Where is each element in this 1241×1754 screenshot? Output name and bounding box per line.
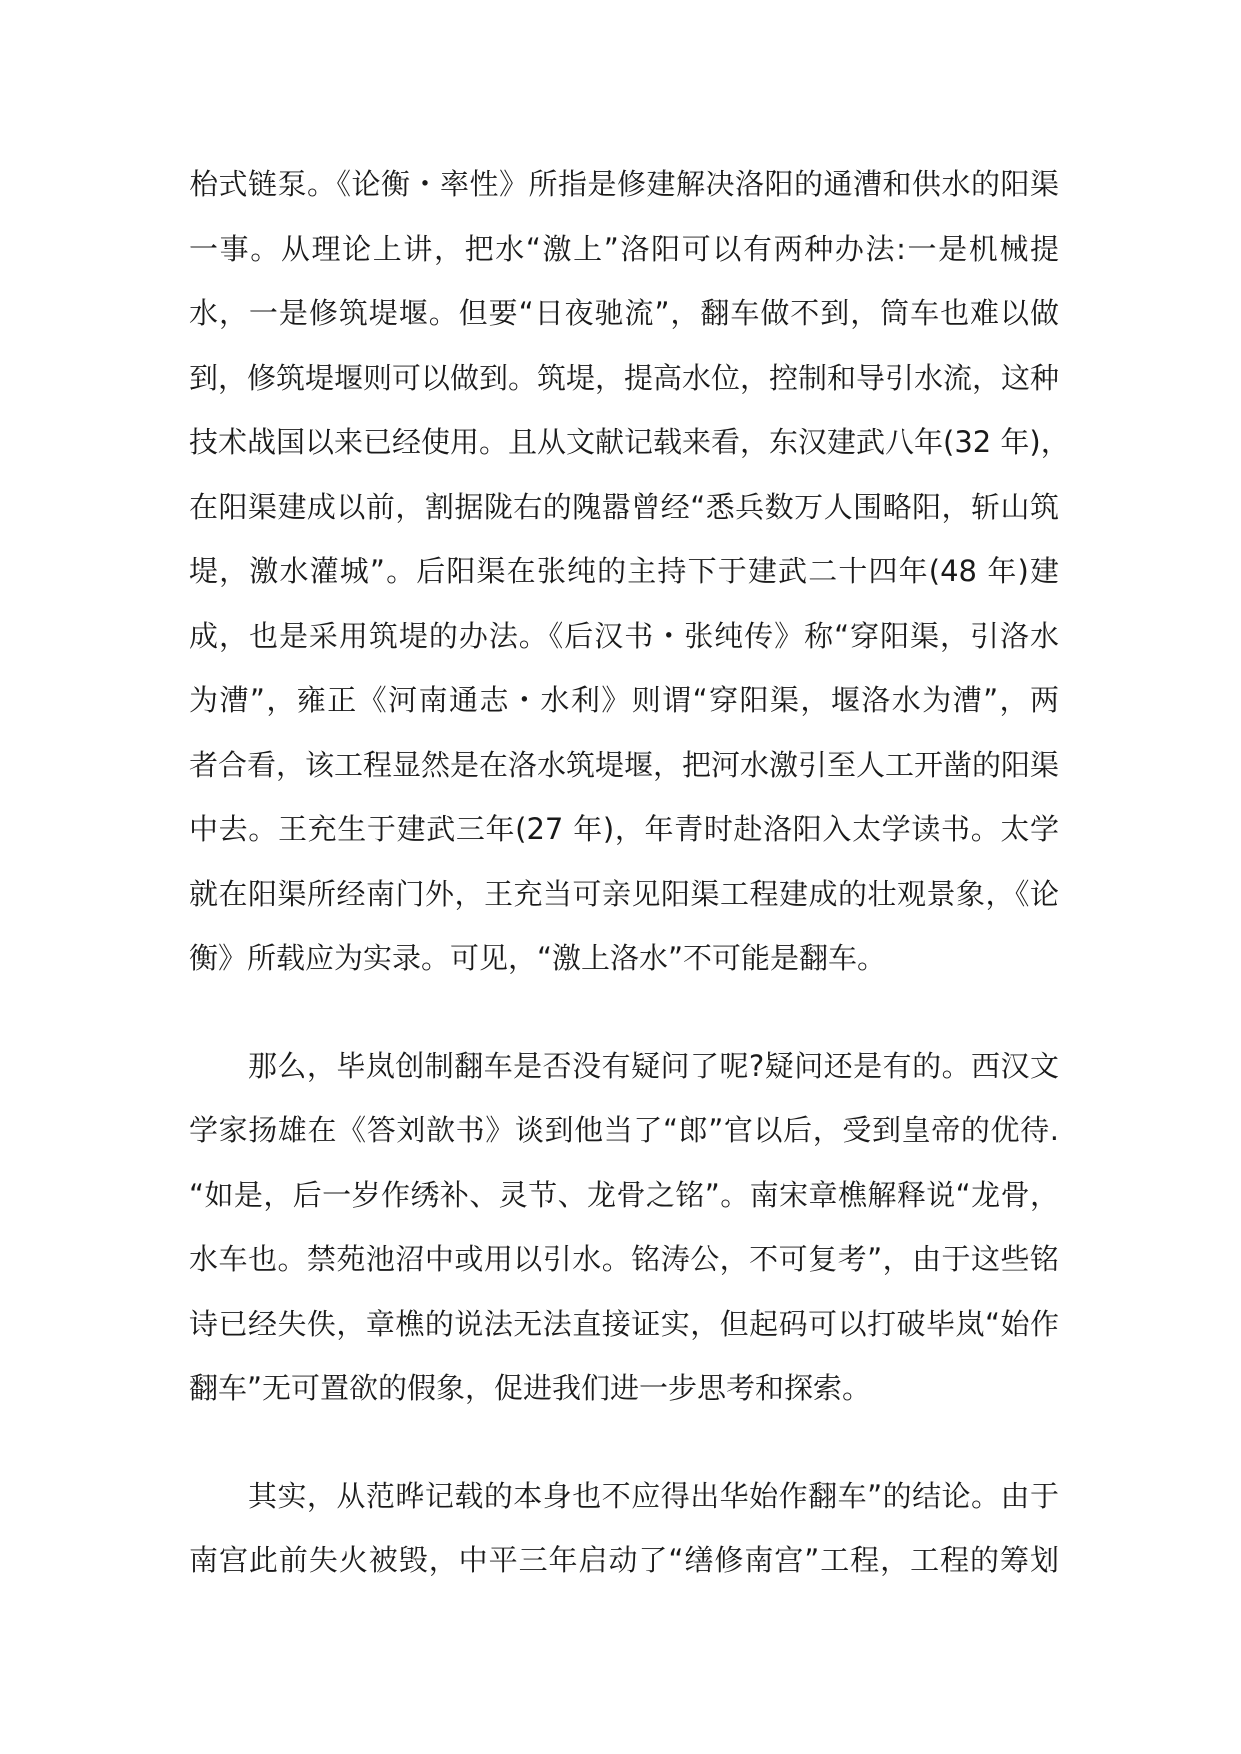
text-line: “如是，后一岁作绣补、灵节、龙骨之铭”。南宋章樵解释说“龙骨， bbox=[189, 1177, 1059, 1212]
body-text bbox=[189, 152, 1070, 1593]
paragraph-3 bbox=[189, 1464, 1059, 1593]
text-line: 者合看，该工程显然是在洛水筑堤堰，把河水激引至人工开凿的阳渠 bbox=[189, 747, 1060, 782]
text-line: 成，也是采用筑堤的办法。《后汉书・张纯传》称“穿阳渠，引洛水 bbox=[189, 618, 1059, 653]
text-line: 枱式链泵。《论衡・率性》所指是修建解决洛阳的通漕和供水的阳渠 bbox=[189, 167, 1059, 201]
paragraph-gap bbox=[189, 1421, 1059, 1464]
paragraph-gap bbox=[189, 991, 1059, 1034]
text-line: 一事。从理论上讲，把水“激上”洛阳可以有两种办法:一是机械提 bbox=[189, 231, 1059, 266]
text-line: 其实，从范晔记载的本身也不应得出华始作翻车”的结论。由于 bbox=[189, 1478, 1059, 1513]
text-line: 衡》所载应为实录。可见，“激上洛水”不可能是翻车。 bbox=[189, 941, 887, 975]
paragraph-2 bbox=[189, 1034, 1059, 1421]
text-line: 水车也。禁苑池沼中或用以引水。铭涛公，不可复考”，由于这些铭 bbox=[189, 1242, 1059, 1276]
text-line: 为漕”，雍正《河南通志・水利》则谓“穿阳渠，堰洛水为漕”，两 bbox=[189, 683, 1059, 717]
paragraph-1 bbox=[189, 152, 1070, 991]
text-line: 堤，激水灌城”。后阳渠在张纯的主持下于建武二十四年(48 年)建 bbox=[189, 554, 1059, 588]
text-line: 南宫此前失火被毁，中平三年启动了“缮修南宫”工程，工程的筹划 bbox=[189, 1543, 1059, 1577]
text-line: 技术战国以来已经使用。且从文献记载来看，东汉建武八年(32 年)， bbox=[189, 425, 1070, 459]
text-line: 学家扬雄在《答刘歆书》谈到他当了“郎”官以后，受到皇帝的优待. bbox=[189, 1113, 1059, 1147]
text-line: 在阳渠建成以前，割据陇右的隗嚣曾经“悉兵数万人围略阳，斩山筑 bbox=[189, 489, 1059, 524]
text-line: 水，一是修筑堤堰。但要“日夜驰流”，翻车做不到，筒车也难以做 bbox=[189, 296, 1059, 330]
text-line: 诗已经失佚，章樵的说法无法直接证实，但起码可以打破毕岚“始作 bbox=[189, 1306, 1059, 1341]
text-line: 中去。王充生于建武三年(27 年)，年青时赴洛阳入太学读书。太学 bbox=[189, 812, 1059, 846]
text-line: 到，修筑堤堰则可以做到。筑堤，提高水位，控制和导引水流，这种 bbox=[189, 360, 1060, 395]
text-line: 翻车”无可置欲的假象，促进我们进一步思考和探索。 bbox=[189, 1371, 872, 1405]
text-line: 就在阳渠所经南门外，王充当可亲见阳渠工程建成的壮观景象，《论 bbox=[189, 876, 1059, 911]
text-line: 那么，毕岚创制翻车是否没有疑问了呢?疑问还是有的。西汉文 bbox=[189, 1048, 1059, 1083]
